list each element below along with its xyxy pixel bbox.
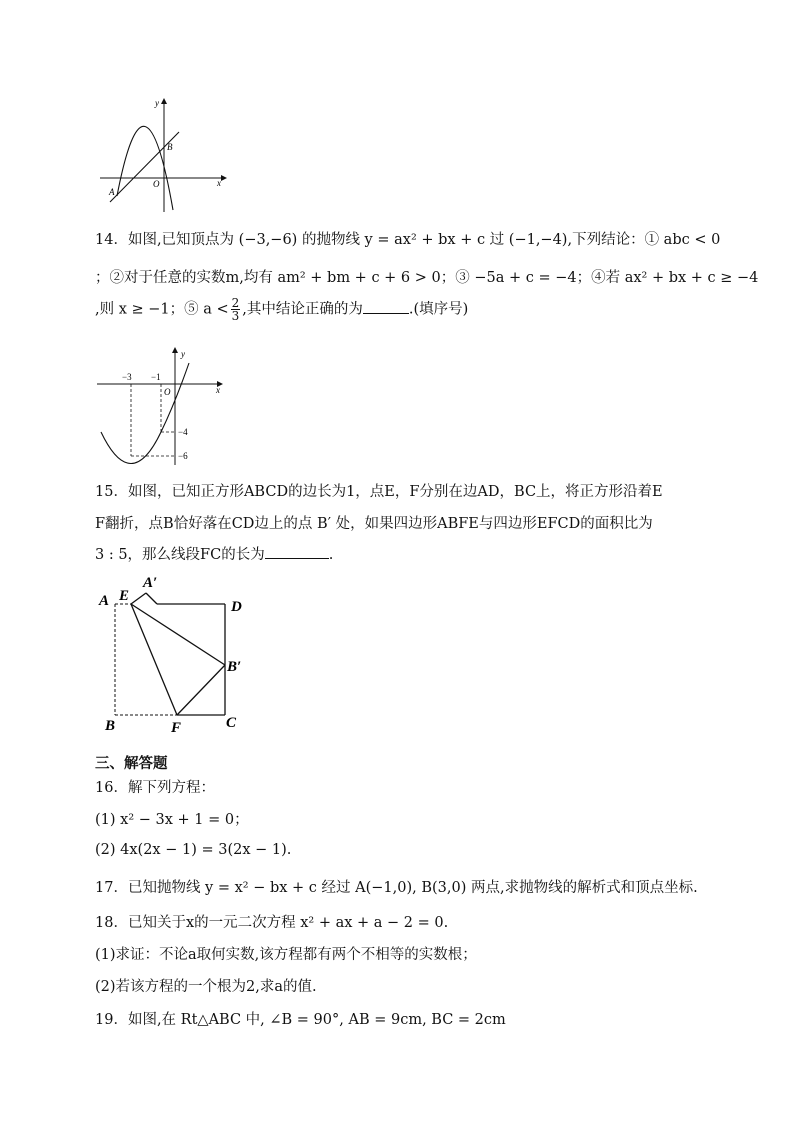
q17-text: 17．已知抛物线 y = x² − bx + c 经过 A(−1,0), B(3,0) 两点,求抛物线的解析式和顶点坐标. [95, 880, 698, 896]
point-a-label: A [109, 187, 115, 197]
q14-line2: ；②对于任意的实数m,均有 am² + bm + c + 6 > 0；③ −5a + c = −4；④若 ax² + bx + c ≥ −4 [95, 270, 759, 286]
origin-label: O [153, 179, 160, 189]
q14-line3 [95, 297, 468, 322]
q18-title: 18．已知关于x的一元二次方程 x² + ax + a − 2 = 0. [95, 915, 449, 931]
figure-q13-graph [95, 92, 235, 217]
x-axis-arrow-icon [221, 175, 227, 181]
tick-label-minus-4: −4 [178, 427, 188, 437]
parabola-curve [101, 363, 189, 464]
point-b-label: B [105, 718, 116, 734]
point-d-label: D [231, 599, 242, 615]
figure-q15-square [95, 570, 265, 740]
q14-line3-pre: ,则 x ≥ −1；⑤ a < [95, 301, 229, 318]
point-e-label: E [119, 588, 130, 604]
tick-label-minus-3: −3 [122, 372, 132, 382]
q15-line2: F翻折，点B恰好落在CD边上的点 B′ 处，如果四边形ABFE与四边形EFCD的面积比为 [95, 516, 653, 532]
y-axis-label: y [181, 349, 185, 359]
answer-blank-q15 [265, 558, 329, 559]
segment-ef [131, 604, 177, 715]
segment-a-prime-d [146, 593, 157, 604]
q16-title: 16．解下列方程： [95, 780, 215, 796]
q16-part2: (2) 4x(2x − 1) = 3(2x − 1). [95, 842, 292, 858]
fraction-two-thirds [231, 297, 241, 322]
segment-e-a-prime [131, 593, 146, 604]
point-b-prime-label: B′ [227, 659, 242, 675]
y-axis-arrow-icon [172, 347, 178, 353]
y-axis-arrow-icon [161, 98, 167, 104]
q14-line3-post: ,其中结论正确的为 [242, 301, 363, 318]
q15-line3-post: . [328, 547, 334, 563]
segment-f-b-prime [177, 665, 225, 715]
q15-line3-pre: 3 : 5，那么线段FC的长为 [95, 547, 265, 563]
tick-label-minus-6: −6 [178, 451, 188, 461]
q15-line1: 15．如图，已知正方形ABCD的边长为1，点E，F分别在边AD，BC上，将正方形沿着E [95, 484, 663, 500]
q14-line1: 14．如图,已知顶点为 (−3,−6) 的抛物线 y = ax² + bx + c 过 (−1,−4),下列结论：① abc < 0 [95, 232, 721, 248]
point-b-label: B [167, 142, 173, 152]
q18-part1: (1)求证：不论a取何实数,该方程都有两个不相等的实数根； [95, 947, 477, 963]
point-a-prime-label: A′ [143, 575, 158, 591]
q16-part1: (1) x² − 3x + 1 = 0； [95, 812, 249, 828]
x-axis-label: x [216, 385, 220, 395]
section-heading: 三、解答题 [95, 756, 168, 772]
point-c-label: C [226, 715, 237, 731]
parabola-curve [117, 126, 173, 210]
point-a-label: A [99, 593, 110, 609]
origin-label: O [164, 387, 171, 397]
point-f-label: F [171, 720, 182, 736]
figure-q14-graph [95, 345, 235, 470]
q19-text: 19．如图,在 Rt△ABC 中, ∠B = 90°, AB = 9cm, BC = 2cm [95, 1012, 506, 1028]
x-axis-label: x [217, 178, 221, 188]
answer-blank-q14 [363, 313, 409, 314]
q14-line3-tail: .(填序号) [408, 301, 469, 318]
fraction-denominator: 3 [231, 309, 240, 323]
tick-label-minus-1: −1 [151, 372, 161, 382]
y-axis-label: y [155, 98, 159, 108]
segment-e-b-prime [131, 604, 225, 665]
fraction-numerator: 2 [231, 296, 240, 310]
q18-part2: (2)若该方程的一个根为2,求a的值. [95, 979, 317, 995]
q15-line3 [95, 543, 333, 564]
